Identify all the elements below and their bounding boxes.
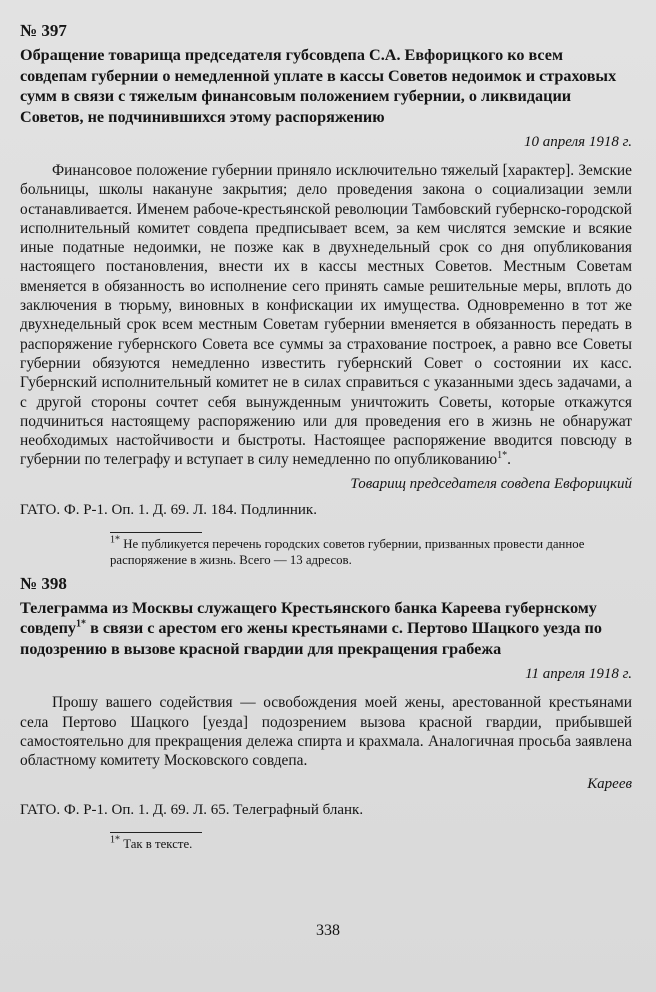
document-title-part1: Телеграмма из Москвы служащего Крестьянского банка Кареева губернскому совдепу [20,598,597,638]
footnote [20,536,632,568]
document-body-text: Финансовое положение губернии приняло исключительно тяжелый [характер]. Земские больницы, школы накануне закрытия; дело проведения закона о социализации земли останавливается. Именем рабоче-крестьянской революции Тамбовский губернско-городской исполнительный комитет совдепа предписывает всем, за кем числятся земские и всякие иные податные недоимки, не позже как в двухнедельный срок со дня опубликования настоящего постановления, внести их в кассы местных Советов. Местным Советам вменяется в обязанность во исполнение сего принять самые решительные меры, вплоть до заключения в тюрьму, виновных в конфискации их имущества. Одновременно в тот же двухнедельный срок всем местным Советам губернии вменяется в обязанность передать в распоряжение губернского Совета все суммы за страхование построек, а равно все Советы губернии обязуются немедленно известить губернский Совет о состоянии их касс. Губернский исполнительный комитет не в силах справиться с указанными здесь задачами, а с другой стороны сочтет себя вынужденным уничтожить Советы, которые откажутся подчиниться настоящему распоряжению или для проведения его в жизнь не обнаружат необходимых настойчивости и быстроты. Настоящее распоряжение вводится повсюду в губернии по телеграфу и вступает в силу немедленно по опубликованию [20,162,632,469]
footnote-text: Не публикуется перечень городских советов губернии, призванных провести данное распоряжение в жизнь. Всего — 13 адресов. [110,536,585,567]
footnote-reference: 1* [497,450,508,462]
footnote-reference: 1* [76,618,87,630]
document-date: 11 апреля 1918 г. [525,666,632,683]
document-body: Прошу вашего содействия — освобождения моей жены, арестованной крестьянами села Пертово Шацкого [уезда] подозрением вызова красной гвардии, прибывшей самостоятельно для прекращения дележа спирта и крахмала. Аналогичная просьба заявлена областному комитету Московского совдепа. [20,694,632,770]
footnote-divider [110,832,202,833]
archive-reference: ГАТО. Ф. Р-1. Оп. 1. Д. 69. Л. 184. Подлинник. [20,501,317,518]
footnote-divider [110,532,202,533]
footnote-marker: 1* [110,534,120,546]
document-397 [20,22,632,568]
document-398 [20,575,632,853]
document-signature: Товарищ председателя совдепа Евфорицкий [350,475,632,492]
archive-reference: ГАТО. Ф. Р-1. Оп. 1. Д. 69. Л. 65. Телеграфный бланк. [20,802,364,819]
document-title [20,598,632,660]
document-body [20,161,632,470]
page-number: 338 [316,922,340,939]
document-number: № 397 [20,21,67,40]
footnote-marker: 1* [110,835,120,847]
document-title: Обращение товарища председателя губсовдепа С.А. Евфорицкого ко всем совдепам губернии о немедленной уплате в кассы Советов недоимок и страховых сумм в связи с тяжелым финансовым положением губернии, о ликвидации Советов, не подчинившихся этому распоряжению [20,46,617,126]
footnote [20,836,632,852]
document-title-part2: в связи с арестом его жены крестьянами с. Пертово Шацкого уезда по подозрению в вызове красной гвардии для прекращения грабежа [20,619,602,658]
footnote-text: Так в тексте. [123,837,193,852]
page-content [20,22,632,859]
document-number: № 398 [20,573,67,593]
document-signature: Кареев [587,776,632,793]
document-date: 10 апреля 1918 г. [524,134,632,150]
document-body-end: . [507,451,511,469]
